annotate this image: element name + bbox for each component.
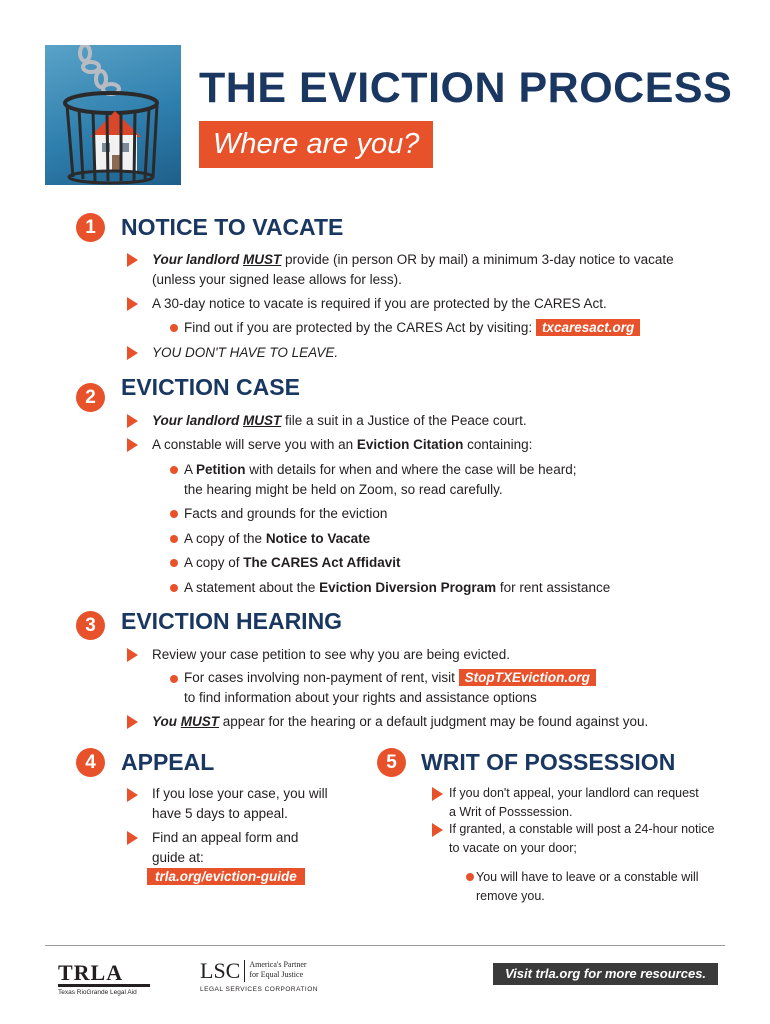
hearing-bullet-1: For cases involving non-payment of rent, visit StopTXEviction.org [184,668,596,688]
arrow-bullet-icon [127,831,138,845]
case-bullet-facts: Facts and grounds for the eviction [184,506,388,521]
caged-house-image [45,45,181,185]
step-number-5: 5 [377,748,406,777]
case-bullet-petition-cont: the hearing might be held on Zoom, so read carefully. [184,482,503,497]
case-bullet-affidavit: A copy of The CARES Act Affidavit [184,555,401,570]
lsc-logo: LSC America's Partner for Equal Justice LEGAL SERVICES CORPORATION [200,958,318,993]
appeal-line-1: If you lose your case, you will [152,786,328,801]
appeal-line-2-cont: guide at: [152,850,204,865]
arrow-bullet-icon [127,648,138,662]
page-subtitle: Where are you? [199,121,433,168]
dot-bullet-icon [170,535,178,543]
arrow-bullet-icon [432,787,443,801]
section-title-notice-to-vacate: NOTICE TO VACATE [121,214,344,240]
dot-bullet-icon [466,873,474,881]
txcaresact-link[interactable]: txcaresact.org [536,319,640,336]
notice-line-3: Find out if you are protected by the CARES Act by visiting: txcaresact.org [184,318,640,338]
writ-bullet-1: You will have to leave or a constable will [476,870,699,884]
case-bullet-diversion: A statement about the Eviction Diversion Program for rent assistance [184,580,611,595]
notice-line-2: A 30-day notice to vacate is required if you are protected by the CARES Act. [152,296,607,311]
visit-trla-banner[interactable]: Visit trla.org for more resources. [493,963,718,985]
writ-line-1: If you don't appeal, your landlord can request [449,786,699,800]
case-bullet-notice: A copy of the Notice to Vacate [184,531,371,546]
trla-logo: TRLA Texas RioGrande Legal Aid [58,962,150,996]
case-bullet-petition: A Petition with details for when and where the case will be heard; [184,462,577,477]
dot-bullet-icon [170,324,178,332]
notice-line-1: Your landlord MUST provide (in person OR by mail) a minimum 3-day notice to vacate [152,252,674,267]
section-title-writ-of-possession: WRIT OF POSSESSION [421,749,676,775]
step-number-2: 2 [76,383,105,412]
section-title-appeal: APPEAL [121,749,215,775]
arrow-bullet-icon [127,414,138,428]
writ-line-1-cont: a Writ of Posssession. [449,805,573,819]
arrow-bullet-icon [127,438,138,452]
dot-bullet-icon [170,559,178,567]
step-number-3: 3 [76,611,105,640]
writ-line-2: If granted, a constable will post a 24-hour notice [449,822,715,836]
appeal-line-2: Find an appeal form and [152,830,299,845]
step-number-4: 4 [76,748,105,777]
arrow-bullet-icon [127,297,138,311]
section-title-eviction-case: EVICTION CASE [121,374,300,400]
footer-divider [45,945,725,946]
step-number-1: 1 [76,213,105,242]
hearing-line-2: You MUST appear for the hearing or a default judgment may be found against you. [152,714,649,729]
section-title-eviction-hearing: EVICTION HEARING [121,608,343,634]
dot-bullet-icon [170,584,178,592]
notice-line-4: YOU DON'T HAVE TO LEAVE. [152,345,339,360]
dot-bullet-icon [170,466,178,474]
dot-bullet-icon [170,510,178,518]
caged-house-illustration [45,45,181,185]
stoptxeviction-link[interactable]: StopTXEviction.org [459,669,596,686]
dot-bullet-icon [170,675,178,683]
arrow-bullet-icon [127,346,138,360]
appeal-guide [147,867,305,887]
eviction-guide-link[interactable]: trla.org/eviction-guide [147,868,305,885]
hearing-line-1: Review your case petition to see why you are being evicted. [152,647,510,662]
appeal-line-1-cont: have 5 days to appeal. [152,806,288,821]
case-line-2: A constable will serve you with an Eviction Citation containing: [152,437,533,452]
notice-line-1-cont: (unless your signed lease allows for less). [152,272,402,287]
case-line-1: Your landlord MUST file a suit in a Justice of the Peace court. [152,413,527,428]
arrow-bullet-icon [127,253,138,267]
writ-bullet-1-cont: remove you. [476,889,545,903]
arrow-bullet-icon [127,788,138,802]
arrow-bullet-icon [432,823,443,837]
page-title: THE EVICTION PROCESS [199,64,733,112]
hearing-bullet-1-cont: to find information about your rights and assistance options [184,690,537,705]
arrow-bullet-icon [127,715,138,729]
writ-line-2-cont: to vacate on your door; [449,841,577,855]
